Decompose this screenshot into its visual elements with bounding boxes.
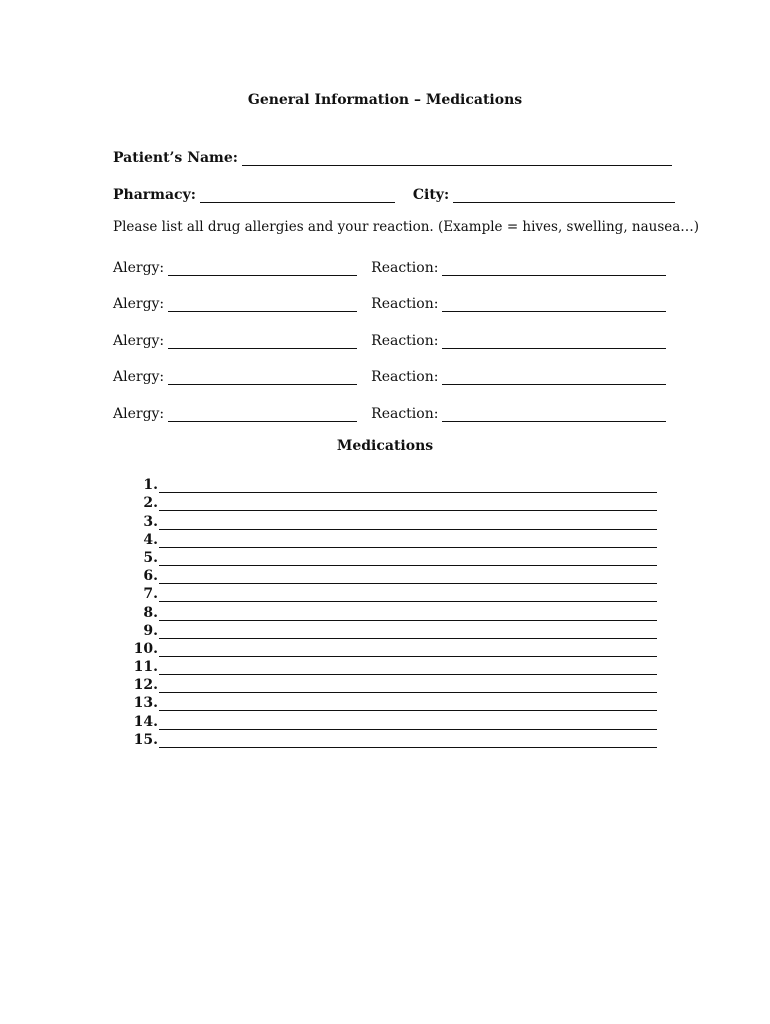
medication-item [130, 693, 660, 711]
medication-field[interactable] [159, 608, 657, 621]
pharmacy-field[interactable] [200, 188, 395, 203]
medication-field[interactable] [159, 662, 657, 675]
medication-number: 7. [143, 586, 158, 603]
medication-number: 14. [133, 713, 158, 730]
patient-name-field[interactable] [242, 151, 672, 166]
medication-field[interactable] [159, 626, 657, 639]
medication-item [130, 657, 660, 675]
medication-item [130, 639, 660, 657]
medication-list [130, 475, 660, 748]
allergy-row [113, 329, 666, 349]
medication-item [130, 621, 660, 639]
medication-item [130, 511, 660, 529]
allergy-field[interactable] [168, 407, 357, 422]
medication-field[interactable] [159, 735, 657, 748]
reaction-label: Reaction: [371, 406, 439, 422]
medication-number: 4. [143, 531, 158, 548]
patient-name-row [113, 146, 672, 166]
medication-number: 9. [143, 622, 158, 639]
reaction-label: Reaction: [371, 333, 439, 349]
allergy-instructions: Please list all drug allergies and your reaction. (Example = hives, swelling, nausea…) [113, 219, 700, 235]
medication-number: 6. [143, 568, 158, 585]
medication-item [130, 711, 660, 729]
allergy-field[interactable] [168, 261, 357, 276]
reaction-field[interactable] [442, 370, 666, 385]
medication-field[interactable] [159, 698, 657, 711]
medication-item [130, 548, 660, 566]
medication-number: 11. [133, 659, 158, 676]
medication-item [130, 493, 660, 511]
medication-number: 1. [143, 477, 158, 494]
city-field[interactable] [453, 188, 675, 203]
medication-number: 13. [133, 695, 158, 712]
medication-item [130, 475, 660, 493]
medication-field[interactable] [159, 571, 657, 584]
medication-item [130, 566, 660, 584]
pharmacy-row [113, 183, 675, 203]
medication-number: 15. [133, 731, 158, 748]
medication-number: 10. [133, 640, 158, 657]
allergy-label: Alergy: [113, 369, 165, 385]
medication-item [130, 675, 660, 693]
reaction-field[interactable] [442, 261, 666, 276]
medication-field[interactable] [159, 553, 657, 566]
allergy-label: Alergy: [113, 260, 165, 276]
reaction-field[interactable] [442, 297, 666, 312]
allergy-row [113, 402, 666, 422]
patient-name-label: Patient’s Name: [113, 150, 238, 166]
medication-number: 3. [143, 513, 158, 530]
pharmacy-label: Pharmacy: [113, 187, 196, 203]
allergy-field[interactable] [168, 370, 357, 385]
medication-number: 5. [143, 549, 158, 566]
reaction-field[interactable] [442, 407, 666, 422]
medication-field[interactable] [159, 644, 657, 657]
reaction-label: Reaction: [371, 296, 439, 312]
allergy-field[interactable] [168, 297, 357, 312]
reaction-field[interactable] [442, 334, 666, 349]
medication-field[interactable] [159, 589, 657, 602]
allergy-label: Alergy: [113, 333, 165, 349]
medication-field[interactable] [159, 480, 657, 493]
medication-field[interactable] [159, 717, 657, 730]
medication-field[interactable] [159, 535, 657, 548]
allergy-field[interactable] [168, 334, 357, 349]
medication-number: 8. [143, 604, 158, 621]
medication-field[interactable] [159, 680, 657, 693]
medication-item [130, 530, 660, 548]
medication-field[interactable] [159, 517, 657, 530]
city-label: City: [412, 187, 450, 203]
medications-title: Medications [336, 438, 434, 454]
medication-number: 2. [143, 495, 158, 512]
allergy-row [113, 292, 666, 312]
medication-field[interactable] [159, 498, 657, 511]
medication-item [130, 602, 660, 620]
medication-item [130, 730, 660, 748]
reaction-label: Reaction: [371, 260, 439, 276]
allergy-label: Alergy: [113, 406, 165, 422]
medication-number: 12. [133, 677, 158, 694]
reaction-label: Reaction: [371, 369, 439, 385]
allergy-label: Alergy: [113, 296, 165, 312]
allergy-row [113, 256, 666, 276]
medication-item [130, 584, 660, 602]
page-title: General Information – Medications [247, 92, 523, 108]
allergy-row [113, 365, 666, 385]
